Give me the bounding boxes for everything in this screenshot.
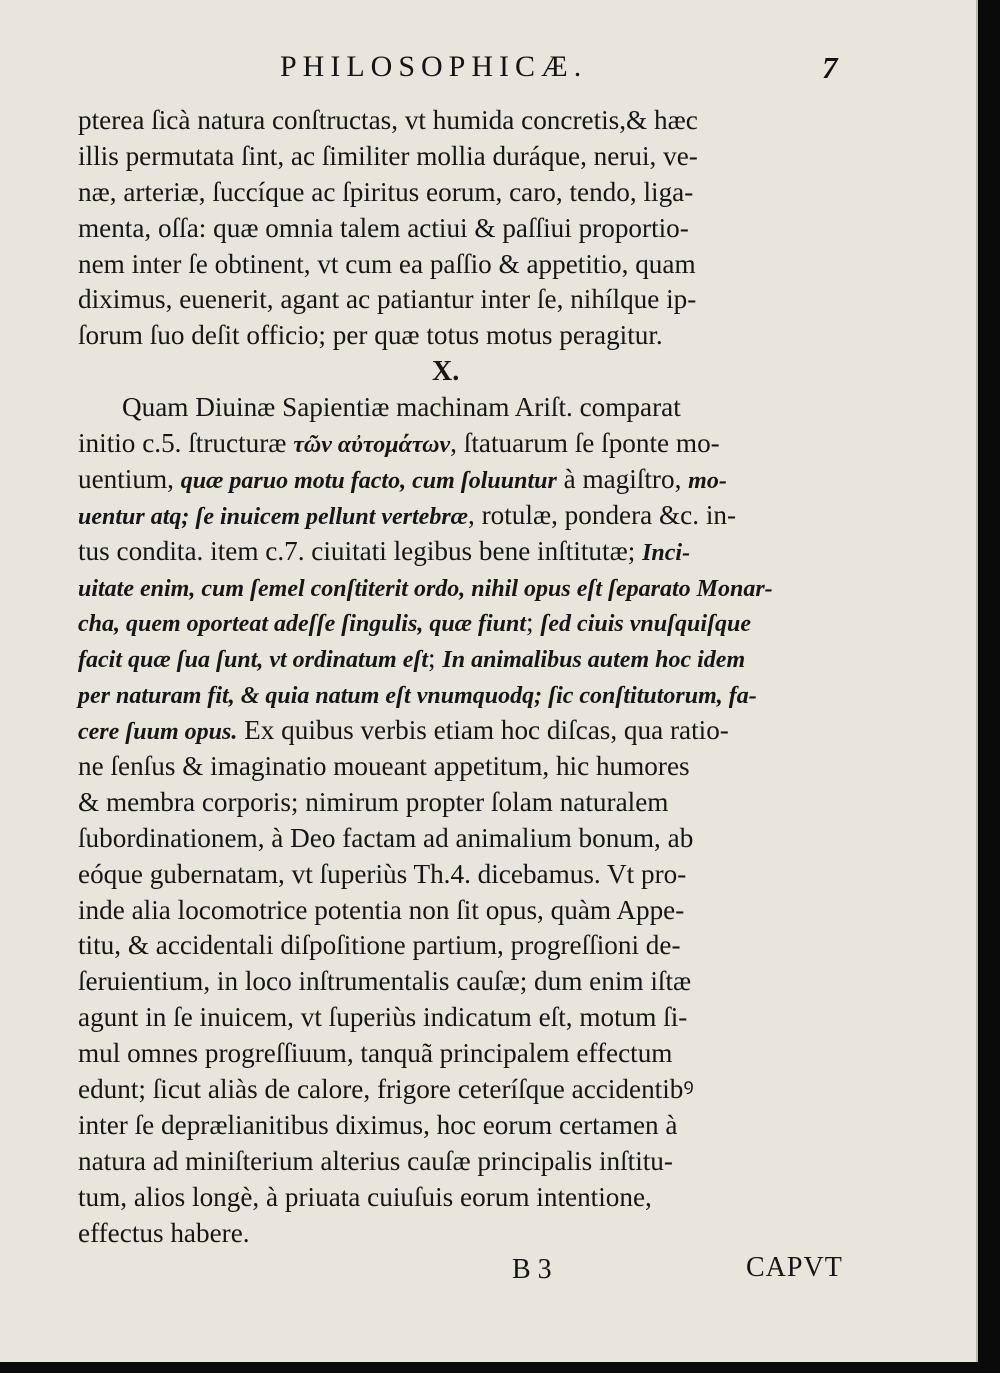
text-line: menta, oſſa: quæ omnia talem actiui & paſſiui proportio- <box>78 212 689 243</box>
text-run: ne ſenſus & imaginatio moueant appetitum, hic humores <box>78 751 690 782</box>
italic-quote: τῶν αὐτομάτων <box>293 432 451 459</box>
text-line <box>78 570 858 606</box>
text-run: Quam Diuinæ Sapientiæ machinam Ariſt. comparat <box>122 392 681 423</box>
text-line <box>78 964 858 1000</box>
text-line: næ, arteriæ, ſuccíque ac ſpiritus eorum, caro, tendo, liga- <box>78 176 694 207</box>
section-heading: X. <box>432 356 460 388</box>
text-line <box>78 1144 858 1180</box>
italic-quote: facit quæ ſua ſunt, vt ordinatum eſt <box>78 647 429 674</box>
italic-quote: ſed ciuis vnuſquiſque <box>540 611 752 638</box>
text-run: ſeruientium, in loco inſtrumentalis cauſæ; dum enim iſtæ <box>78 966 692 997</box>
italic-quote: uitate enim, cum ſemel conſtiterit ordo, nihil opus eſt ſeparato Monar- <box>78 575 773 602</box>
main-text <box>78 103 858 1252</box>
italic-quote: quæ paruo motu facto, cum ſoluuntur <box>180 467 557 494</box>
text-line <box>78 462 858 498</box>
text-line <box>78 1216 858 1252</box>
text-run: edunt; ſicut aliàs de calore, frigore ceteríſque accidentibꝰ <box>78 1074 694 1105</box>
text-line <box>78 928 858 964</box>
text-run: , ſtatuarum ſe ſponte mo- <box>450 428 720 459</box>
text-run: titu, & accidentali diſpoſitione partium, progreſſioni de- <box>78 930 681 961</box>
text-run: ; <box>428 643 443 674</box>
text-line <box>78 641 858 677</box>
text-line <box>78 893 858 929</box>
text-run: mul omnes progreſſiuum, tanquã principalem effectum <box>78 1038 673 1069</box>
text-line <box>78 1180 858 1216</box>
text-run: inde alia locomotrice potentia non ſit opus, quàm Appe- <box>78 894 685 925</box>
text-line: ſorum ſuo deſit officio; per quæ totus motus peragitur. <box>78 320 663 351</box>
text-line <box>78 498 858 534</box>
signature-mark: B 3 <box>512 1254 552 1285</box>
text-line <box>78 1072 858 1108</box>
text-run: inter ſe deprælianitibus diximus, hoc eorum certamen à <box>78 1109 678 1140</box>
text-line: pterea ſicà natura conſtructas, vt humida concretis,& hæc <box>78 105 698 135</box>
italic-quote: per naturam fit, & quia natum eſt vnumquodq; ſic conſtitutorum, fa- <box>78 683 757 710</box>
text-run: tus condita. item c.7. ciuitati legibus bene inſtitutæ; <box>78 535 643 566</box>
text-line: nem inter ſe obtinent, vt cum ea paſſio & appetitio, quam <box>78 248 696 279</box>
text-run: agunt in ſe inuicem, vt ſuperiùs indicatum eſt, motum ſi- <box>78 1002 688 1033</box>
text-run: Ex quibus verbis etiam hoc diſcas, qua ratio- <box>237 715 729 746</box>
text-line <box>78 426 858 462</box>
text-run: effectus habere. <box>78 1217 250 1248</box>
text-run: uentium, <box>78 463 181 494</box>
page-number: 7 <box>822 50 838 85</box>
text-line <box>78 534 858 570</box>
text-run: initio c.5. ſtructuræ <box>78 428 294 459</box>
italic-quote: Inci- <box>642 539 691 566</box>
text-run: natura ad miniſterium alterius cauſæ principalis inſtitu- <box>78 1145 673 1176</box>
text-line <box>78 390 858 426</box>
text-line <box>78 1108 858 1144</box>
text-run: ſubordinationem, à Deo factam ad animalium bonum, ab <box>78 822 694 853</box>
text-run: ; <box>526 607 541 638</box>
text-line <box>78 677 858 713</box>
text-line <box>78 1000 858 1036</box>
text-line <box>78 821 858 857</box>
text-run: à magiſtro, <box>556 463 689 494</box>
text-run: tum, alios longè, à priuata cuiuſuis eorum intentione, <box>78 1181 652 1212</box>
text-line <box>78 713 858 749</box>
text-line <box>78 785 858 821</box>
italic-quote: cere ſuum opus. <box>78 719 238 746</box>
italic-quote: cha, quem oporteat adeſſe ſingulis, quæ fiunt <box>78 611 527 638</box>
text-run: , rotulæ, pondera &c. in- <box>468 499 737 530</box>
running-title: PHILOSOPHICÆ. <box>280 50 588 83</box>
italic-quote: uentur atq; ſe inuicem pellunt vertebræ <box>78 503 468 530</box>
text-line <box>78 605 858 641</box>
catchword: CAPVT <box>746 1252 843 1283</box>
text-line <box>78 1036 858 1072</box>
text-run: eóque gubernatam, vt ſuperiùs Th.4. dicebamus. Vt pro- <box>78 858 687 889</box>
text-line <box>78 749 858 785</box>
italic-quote: In animalibus autem hoc idem <box>442 647 746 674</box>
text-line: illis permutata ſint, ac ſimiliter mollia duráque, nerui, ve- <box>78 140 698 171</box>
italic-quote: mo- <box>688 467 727 494</box>
text-line <box>78 857 858 893</box>
text-run: & membra corporis; nimirum propter ſolam naturalem <box>78 786 669 817</box>
text-line: diximus, euenerit, agant ac patiantur inter ſe, nihílque ip- <box>78 284 697 315</box>
